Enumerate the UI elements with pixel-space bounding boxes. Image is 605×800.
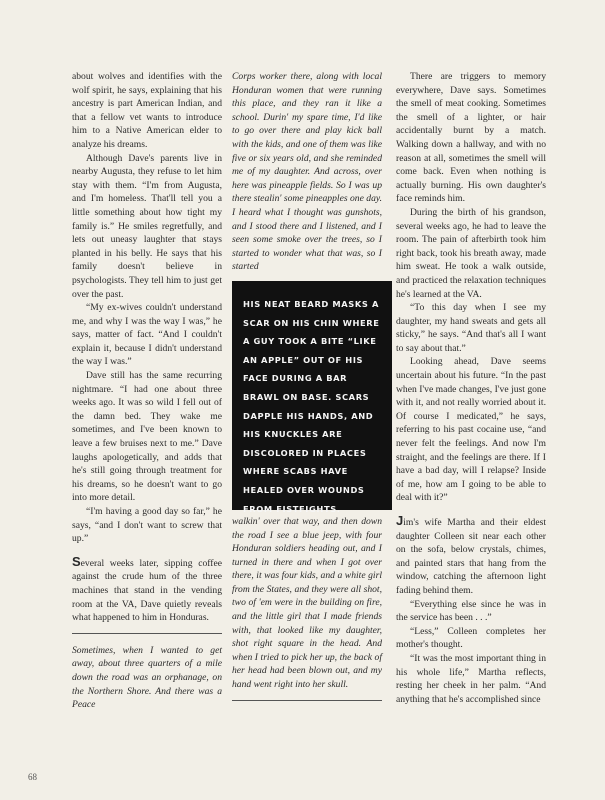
divider	[232, 700, 382, 701]
section-initial: S	[72, 553, 81, 569]
paragraph: There are triggers to memory everywhere, Dave says. Sometimes the smell of meat cooking. Sometimes the smell of a lighter, or hair accidentally burnt by a match. Walking down a hallway, and with no reason at all, sometimes the smell will come back. Even when nothing is actually burning. His own daughter's face reminds him.	[396, 71, 546, 205]
paragraph: “Everything else since he was in the service has been . . .”	[396, 598, 546, 624]
column-left	[72, 70, 222, 712]
section-initial: J	[396, 513, 404, 528]
quoted-testimony: walkin' over that way, and then down the road I see a blue jeep, with four Honduran soldiers heading out, and I turned in there and when I got over there, it was four kids, and a white girl from the States, and they were all shot, two of 'em were in the building on fire, and the little girl that I made friends with, that looked like my daughter, shot right square in the head. And when I tried to pick her up, the back of her head had been blown out, and my hand went right into her skull.	[232, 515, 382, 691]
quoted-testimony: Corps worker there, along with local Honduran women that were running this place, and they ran it like a school. Durin' my spare time, I'd like to go over there and play kick ball with the kids, and one of them was like five or six years old, and she reminded me of my daughter. And across, over here was pineapple fields. So I was up there stealin' some pineapples one day. I heard what I thought was gunshots, and I stood there and I listened, and I seen some smoke over the trees, so I started to wonder what that was, so I started	[232, 71, 382, 273]
paragraph-text: im's wife Martha and their eldest daughter Colleen sit near each other on the sofa, below crystals, chimes, and painted stars that hang from the window, catching the afternoon light fading behind them.	[396, 517, 546, 596]
paragraph: Looking ahead, Dave seems uncertain about his future. “In the past when I've made changes, I've just gone with it, and not really worried about it. Of course I medicated,” he says, referring to his past cocaine use, “and never felt the feelings. And now I'm straight, and the feelings are there. If I have a bad day, will I relapse? Inside of me, how am I going to be able to deal with it?”	[396, 356, 546, 504]
paragraph: “Less,” Colleen completes her mother's thought.	[396, 625, 546, 651]
paragraph: “My ex-wives couldn't understand me, and why I was the way I was,” he says, matter of fact. “And I couldn't explain it, because I didn't understand the way I was.”	[72, 302, 222, 368]
section-start-paragraph	[396, 514, 546, 598]
column-right	[396, 70, 546, 706]
paragraph: “It was the most important thing in his whole life,” Martha reflects, resting her cheek in her palm. “And anything that he's accomplished since	[396, 652, 546, 705]
quoted-testimony: Sometimes, when I wanted to get away, about three quarters of a mile down the road was an orphanage, on the Northern Shore. And there was a Peace	[72, 644, 222, 711]
paragraph: about wolves and identifies with the wolf spirit, he says, explaining that his ancestry is part American Indian, and that a fellow vet wants to introduce him to a Native American elder to analyze his dreams.	[72, 71, 222, 150]
page-number: 68	[28, 772, 37, 782]
divider	[72, 633, 222, 634]
paragraph: “To this day when I see my daughter, my hand sweats and gets all sticky,” he says. “And that's all I want to say about that.”	[396, 302, 546, 354]
section-start-paragraph	[72, 555, 222, 625]
paragraph-text: everal weeks later, sipping coffee against the crude hum of the three machines that stand in the vending room at the VA, Dave quietly reveals what happened to him in Honduras.	[72, 557, 222, 624]
paragraph: During the birth of his grandson, several weeks ago, he had to leave the room. The pain of afterbirth took him right back, took his breath away, made him sweat. He took a walk outside, and practiced the relaxation techniques he's learned at the VA.	[396, 206, 546, 300]
pull-quote: HIS NEAT BEARD MASKS A SCAR ON HIS CHIN WHERE A GUY TOOK A BITE “LIKE AN APPLE” OUT OF HIS FACE DURING A BAR BRAWL ON BASE. SCARS DAPPLE HIS HANDS, AND HIS KNUCKLES ARE DISCOLORED IN PLACES WHERE SCABS HAVE HEALED OVER WOUNDS FROM FISTFIGHTS.	[232, 281, 392, 510]
paragraph: Although Dave's parents live in nearby Augusta, they refuse to let him stay with them. “I'm from Augusta, and I'm homeless. That'll tell you a little something about how tight my family is.” He smiles regretfully, and lets out uneasy laughter that stays planted in his belly. He says that his family doesn't believe in psychologists. They tell him to just get over the past.	[72, 152, 222, 300]
paragraph: Dave still has the same recurring nightmare. “I had one about three weeks ago. It was so wild I fell out of the damn bed. They wake me sometimes, and I've been known to leave a few bruises next to me.” Dave laughs apologetically, and adds that he's still going through treatment for his dreams, so he doesn't want to go into more detail.	[72, 370, 222, 504]
paragraph: “I'm having a good day so far,” he says, “and I don't want to screw that up.”	[72, 506, 222, 545]
